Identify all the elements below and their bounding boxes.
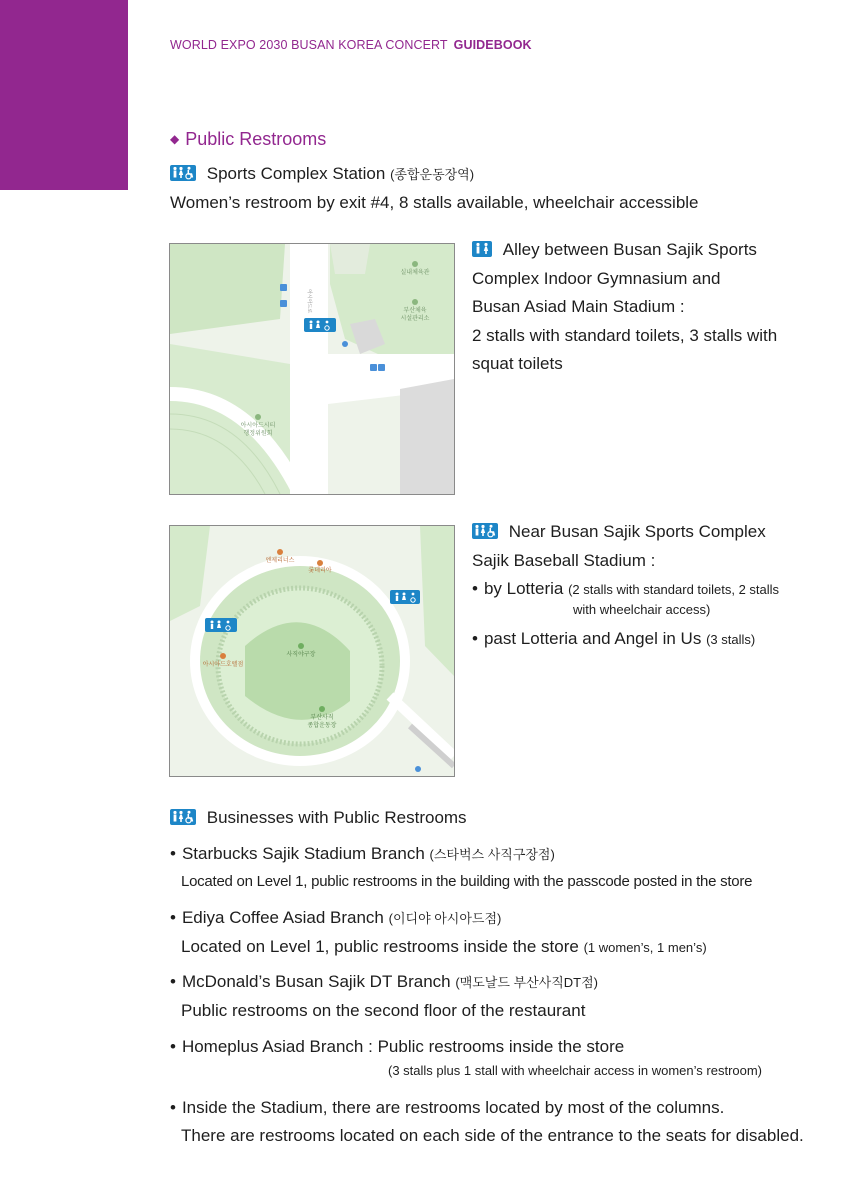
map-baseball-stadium [169, 525, 455, 777]
map2-label-complex-2: 종합운동장 [307, 722, 337, 729]
map1-label-road: 아시아드로 [306, 289, 312, 314]
section-title-text: Public Restrooms [185, 129, 327, 149]
baseball-line-1: Near Busan Sajik Sports Complex [508, 522, 766, 541]
baseball-heading [472, 518, 779, 547]
alley-line-4: 2 stalls with standard toilets, 3 stalls with [472, 325, 778, 345]
business-starbucks [170, 844, 555, 864]
starbucks-name: • Starbucks Sajik Stadium Branch [170, 844, 425, 863]
starbucks-korean: (스타벅스 사직구장점) [429, 847, 555, 862]
mcdonalds-name: • McDonald’s Busan Sajik DT Branch [170, 972, 451, 991]
map2-label-complex-1: 부산사직 [310, 714, 334, 721]
station-korean: (종합운동장역) [390, 167, 475, 182]
baseball-line-2: Sajik Baseball Stadium : [472, 550, 656, 570]
alley-block [472, 236, 777, 379]
businesses-heading [170, 808, 467, 828]
baseball-block [472, 518, 779, 654]
map1-label-facility-2: 시설관리소 [400, 315, 430, 322]
header-guidebook: GUIDEBOOK [453, 38, 532, 52]
homeplus-name: • Homeplus Asiad Branch : [170, 1037, 373, 1056]
map2-restroom-marker-right [390, 590, 420, 604]
restroom-icon [170, 165, 196, 181]
ediya-detail: Located on Level 1, public restrooms inside the store [181, 937, 579, 956]
mcdonalds-detail: Public restrooms on the second floor of the restaurant [181, 1001, 586, 1020]
business-ediya [170, 908, 501, 928]
alley-line-5: squat toilets [472, 354, 563, 373]
station-heading [170, 164, 474, 184]
diamond-icon: ◆ [170, 132, 180, 146]
stadium-note-2: There are restrooms located on each side of the entrance to the seats for disabled. [181, 1126, 804, 1145]
map1-label-stadium-1: 아시아드시티 [240, 422, 276, 429]
stadium-note-1: • Inside the Stadium, there are restrooms located by most of the columns. [170, 1098, 724, 1117]
baseball-item-1-main: • by Lotteria [472, 579, 563, 598]
restroom-icon [472, 523, 498, 539]
map2-restroom-marker-left [205, 618, 237, 632]
map2-label-sajik: 사직야구장 [286, 651, 316, 658]
map2-label-lotteria: 롯데리아 [308, 567, 332, 574]
baseball-item-2-main: • past Lotteria and Angel in Us [472, 629, 701, 648]
alley-line-1: Alley between Busan Sajik Sports [502, 240, 757, 259]
map2-label-angel: 엔제리너스 [265, 557, 295, 564]
ediya-name: • Ediya Coffee Asiad Branch [170, 908, 384, 927]
businesses-title: Businesses with Public Restrooms [206, 808, 467, 827]
business-homeplus [170, 1037, 624, 1057]
restroom-icon [472, 241, 492, 257]
alley-line-3: Busan Asiad Main Stadium : [472, 297, 685, 316]
ediya-detail-small: (1 women’s, 1 men’s) [583, 940, 707, 955]
map1-label-stadium-2: 행정위원회 [243, 430, 273, 437]
map1-label-facility-1: 부산체육 [403, 307, 427, 314]
map1-label-gym: 실내체육관 [400, 269, 430, 276]
business-mcdonalds [170, 972, 598, 992]
ediya-korean: (이디야 아시아드점) [388, 911, 502, 926]
station-name: Sports Complex Station [206, 164, 386, 183]
alley-heading [472, 236, 777, 265]
map2-label-left: 아시아드호텔점 [202, 661, 244, 668]
baseball-item-1-small-b: with wheelchair access) [573, 601, 711, 617]
starbucks-detail: Located on Level 1, public restrooms in the building with the passcode posted in the store [181, 873, 753, 890]
header-title: WORLD EXPO 2030 BUSAN KOREA CONCERT [170, 38, 448, 52]
station-detail: Women’s restroom by exit #4, 8 stalls available, wheelchair accessible [170, 193, 699, 212]
corner-accent-block [0, 0, 128, 190]
section-title [170, 129, 326, 150]
restroom-icon [170, 809, 196, 825]
alley-line-2: Complex Indoor Gymnasium and [472, 268, 721, 288]
map-alley [169, 243, 455, 495]
stadium-note-line-1 [170, 1098, 724, 1118]
mcdonalds-korean: (맥도날드 부산사직DT점) [455, 975, 598, 990]
baseball-item-2-small: (3 stalls) [706, 631, 756, 647]
page-header [170, 38, 532, 52]
homeplus-rest: Public restrooms inside the store [377, 1037, 625, 1056]
homeplus-detail-small: (3 stalls plus 1 stall with wheelchair access in women’s restroom) [388, 1063, 763, 1078]
ediya-detail-line [181, 937, 707, 957]
baseball-item-1-small-a: (2 stalls with standard toilets, 2 stalls [568, 582, 780, 597]
map1-restroom-marker [304, 318, 336, 332]
baseball-item-2 [472, 625, 779, 655]
